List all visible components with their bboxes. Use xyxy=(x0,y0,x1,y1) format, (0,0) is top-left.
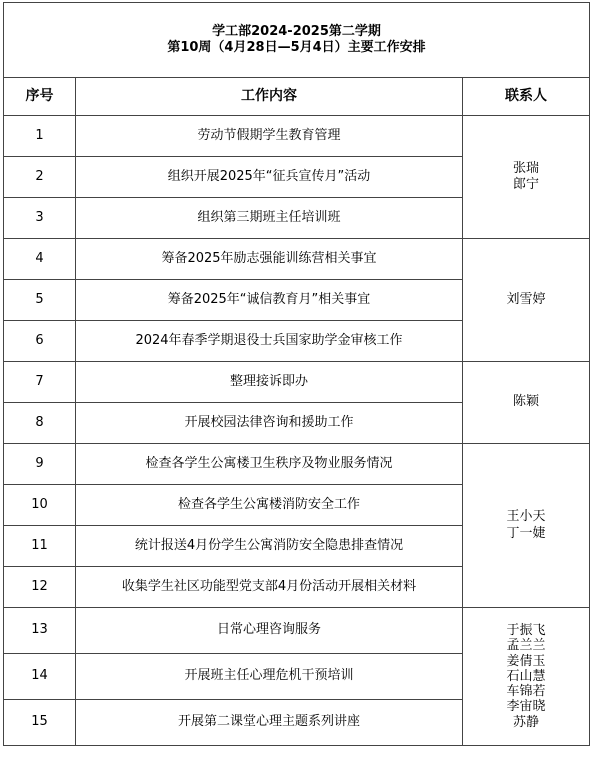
row-index: 3 xyxy=(4,198,76,239)
header-index: 序号 xyxy=(4,78,76,116)
row-index: 4 xyxy=(4,239,76,280)
row-index: 7 xyxy=(4,362,76,403)
row-index: 10 xyxy=(4,485,76,526)
row-content: 劳动节假期学生教育管理 xyxy=(76,116,463,157)
row-index: 5 xyxy=(4,280,76,321)
contact-cell xyxy=(463,362,590,444)
work-schedule-table xyxy=(3,2,590,746)
contact-cell xyxy=(463,608,590,746)
header-contact: 联系人 xyxy=(463,78,590,116)
contact-name: 于振飞 xyxy=(506,622,546,638)
contact-name: 丁一婕 xyxy=(506,525,546,541)
row-content: 开展班主任心理危机干预培训 xyxy=(76,654,463,700)
row-content: 收集学生社区功能型党支部4月份活动开展相关材料 xyxy=(76,567,463,608)
table-row xyxy=(4,362,590,403)
contact-name: 车锦若 xyxy=(506,684,546,700)
contact-name: 石山慧 xyxy=(506,668,546,684)
table-row xyxy=(4,608,590,654)
row-content: 日常心理咨询服务 xyxy=(76,608,463,654)
row-content: 筹备2025年“诚信教育月”相关事宜 xyxy=(76,280,463,321)
row-index: 2 xyxy=(4,157,76,198)
contact-name: 姜倩玉 xyxy=(506,653,546,669)
contact-cell xyxy=(463,116,590,239)
title-line-1: 学工部2024-2025第二学期 xyxy=(212,23,381,39)
row-content: 2024年春季学期退役士兵国家助学金审核工作 xyxy=(76,321,463,362)
table-row xyxy=(4,444,590,485)
schedule-title xyxy=(4,3,590,78)
row-content: 整理接诉即办 xyxy=(76,362,463,403)
row-content: 检查各学生公寓楼卫生秩序及物业服务情况 xyxy=(76,444,463,485)
row-content: 开展校园法律咨询和援助工作 xyxy=(76,403,463,444)
title-line-2: 第10周（4月28日—5月4日）主要工作安排 xyxy=(167,40,426,55)
contact-cell xyxy=(463,239,590,362)
contact-cell xyxy=(463,444,590,608)
row-content: 组织开展2025年“征兵宣传月”活动 xyxy=(76,157,463,198)
header-content: 工作内容 xyxy=(76,78,463,116)
contact-name: 李宙晓 xyxy=(506,699,546,715)
contact-name: 王小天 xyxy=(506,509,546,525)
row-index: 14 xyxy=(4,654,76,700)
header-row xyxy=(4,78,590,116)
row-content: 筹备2025年励志强能训练营相关事宜 xyxy=(76,239,463,280)
row-index: 13 xyxy=(4,608,76,654)
contact-name: 郎宁 xyxy=(513,177,540,192)
row-index: 12 xyxy=(4,567,76,608)
row-index: 15 xyxy=(4,700,76,746)
row-content: 组织第三期班主任培训班 xyxy=(76,198,463,239)
row-index: 6 xyxy=(4,321,76,362)
contact-name: 苏静 xyxy=(513,714,540,730)
row-index: 11 xyxy=(4,526,76,567)
row-content: 统计报送4月份学生公寓消防安全隐患排查情况 xyxy=(76,526,463,567)
row-index: 1 xyxy=(4,116,76,157)
table-row xyxy=(4,239,590,280)
contact-name: 陈颖 xyxy=(513,394,540,410)
table-row xyxy=(4,116,590,157)
contact-name: 刘雪婷 xyxy=(506,291,546,307)
row-content: 开展第二课堂心理主题系列讲座 xyxy=(76,700,463,746)
contact-name: 孟兰兰 xyxy=(506,638,546,654)
contact-name: 张瑞 xyxy=(513,160,540,176)
row-index: 8 xyxy=(4,403,76,444)
row-index: 9 xyxy=(4,444,76,485)
row-content: 检查各学生公寓楼消防安全工作 xyxy=(76,485,463,526)
